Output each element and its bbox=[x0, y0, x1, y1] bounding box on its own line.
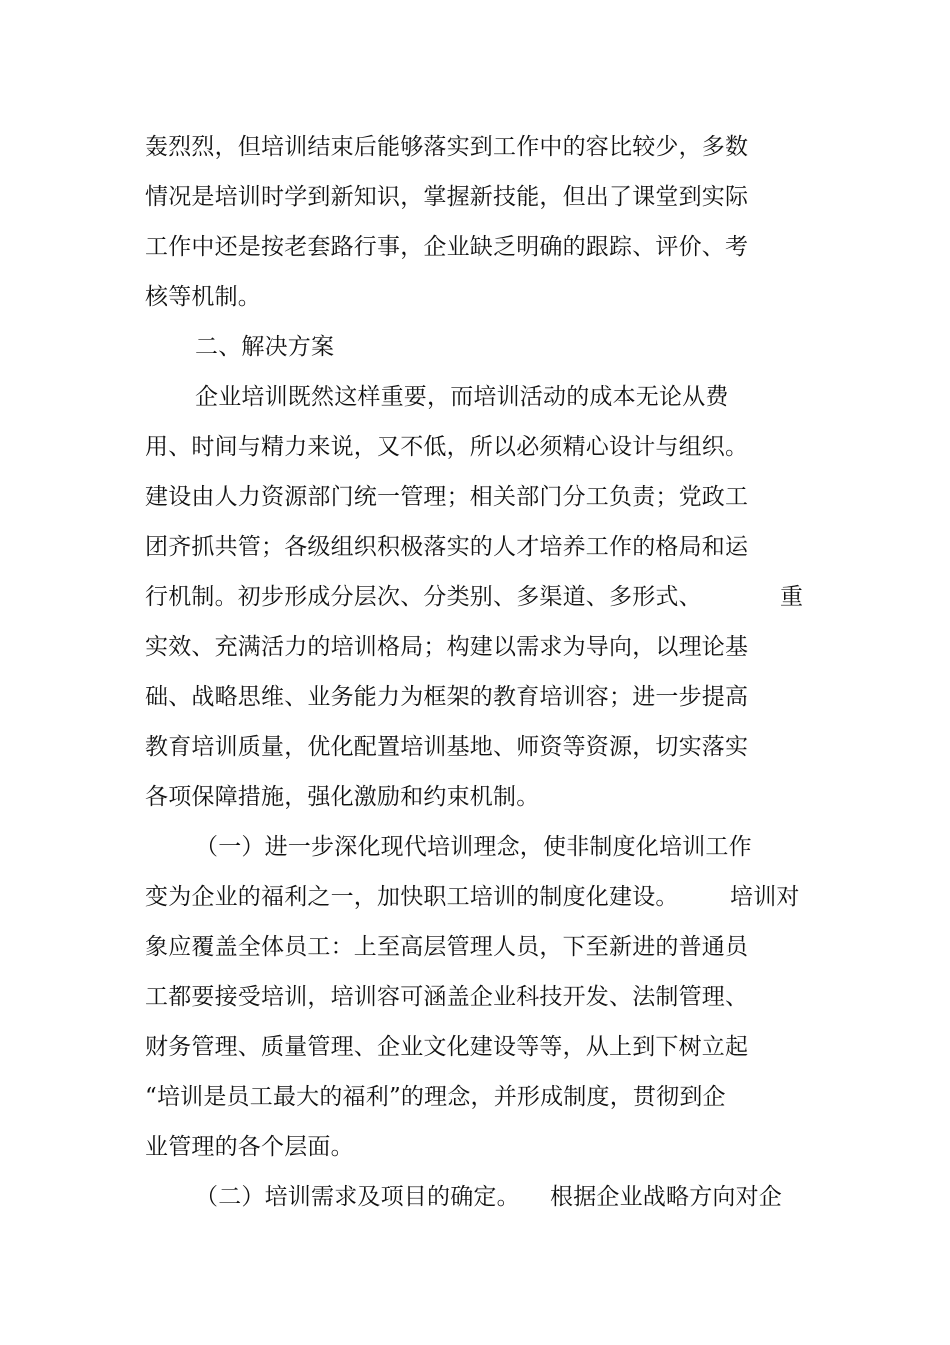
text-line: 用、时间与精力来说，又不低，所以必须精心设计与组织。 bbox=[145, 434, 749, 460]
section-heading: 二、解决方案 bbox=[195, 334, 335, 360]
text-line: 核等机制。 bbox=[145, 284, 261, 310]
text-fragment: 根据企业战略方向对企 bbox=[550, 1184, 782, 1210]
text-line: 财务管理、质量管理、企业文化建设等等，从上到下树立起 bbox=[145, 1034, 749, 1060]
text-line: 工都要接受培训，培训容可涵盖企业科技开发、法制管理、 bbox=[145, 984, 749, 1010]
text-line: 象应覆盖全体员工：上至高层管理人员，下至新进的普通员 bbox=[145, 934, 749, 960]
text-line: 工作中还是按老套路行事，企业缺乏明确的跟踪、评价、考 bbox=[145, 234, 749, 260]
text-line: 实效、充满活力的培训格局；构建以需求为导向，以理论基 bbox=[145, 634, 749, 660]
text-line: 企业培训既然这样重要，而培训活动的成本无论从费 bbox=[195, 384, 729, 410]
text-line: 业管理的各个层面。 bbox=[145, 1134, 354, 1160]
subsection-heading: （一）进一步深化现代培训理念，使非制度化培训工作 bbox=[195, 834, 752, 860]
text-line: 各项保障措施，强化激励和约束机制。 bbox=[145, 784, 540, 810]
text-line: 建设由人力资源部门统一管理；相关部门分工负责；党政工 bbox=[145, 484, 749, 510]
text-line: 础、战略思维、业务能力为框架的教育培训容；进一步提高 bbox=[145, 684, 749, 710]
text-line: 变为企业的福利之一，加快职工培训的制度化建设。 bbox=[145, 884, 679, 910]
text-line: 教育培训质量，优化配置培训基地、师资等资源，切实落实 bbox=[145, 734, 749, 760]
text-fragment: 重 bbox=[780, 584, 804, 610]
text-line: 情况是培训时学到新知识，掌握新技能，但出了课堂到实际 bbox=[145, 184, 749, 210]
text-fragment: 培训对 bbox=[730, 884, 800, 910]
text-line: 团齐抓共管；各级组织积极落实的人才培养工作的格局和运 bbox=[145, 534, 749, 560]
text-line: “培训是员工最大的福利”的理念，并形成制度，贯彻到企 bbox=[145, 1084, 726, 1110]
subsection-heading: （二）培训需求及项目的确定。 bbox=[195, 1184, 520, 1210]
text-line: 轰烈烈，但培训结束后能够落实到工作中的容比较少，多数 bbox=[145, 134, 749, 160]
text-line: 行机制。初步形成分层次、分类别、多渠道、多形式、 bbox=[145, 584, 702, 610]
